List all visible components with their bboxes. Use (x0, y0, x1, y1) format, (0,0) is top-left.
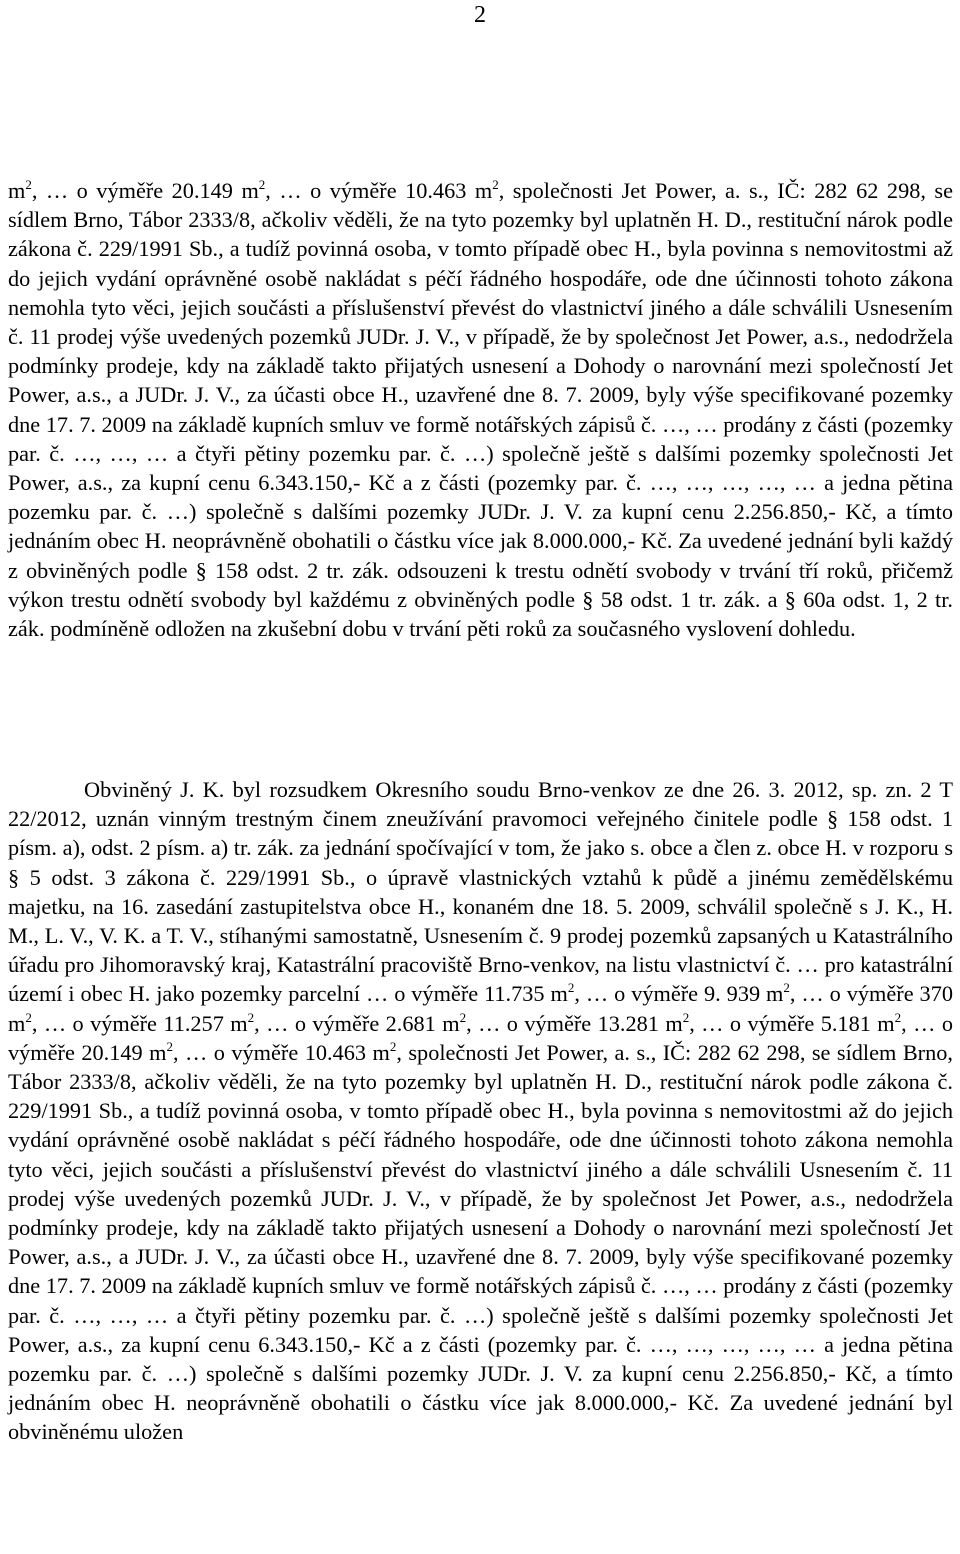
superscript-exponent: 2 (25, 177, 32, 192)
paragraph-text: , … o výměře 2.681 m (254, 1010, 460, 1036)
paragraph-1 (8, 176, 953, 643)
paragraph-text: , … o výměře 10.463 m (265, 178, 493, 203)
paragraph-text: , … o výměře 11.257 m (31, 1010, 248, 1036)
paragraph-text: Obviněný J. K. byl rozsudkem Okresního soudu Brno-venkov ze dne 26. 3. 2012, sp. zn. 2 T 22/2012, uznán vinným trestným činem zneužívání pravomoci veřejného činitele podle § 158 odst. 1 písm. a), odst. 2 písm. a) tr. zák. za jednání spočívající v tom, že jako s. obce a člen z. obce H. v rozporu s § 5 odst. 3 zákona č. 229/1991 Sb., o úpravě vlastnických vztahů k půdě a jinému zemědělskému majetku, na 16. zasedání zastupitelstva obce H., konaném dne 18. 5. 2009, schválil společně s J. K., H. M., L. V., V. K. a T. V., stíhanými samostatně, Usnesením č. 9 prodej pozemků zapsaných u Katastrálního úřadu pro Jihomoravský kraj, Katastrální pracoviště Brno-venkov, na listu vlastnictví č. … pro katastrální území i obec H. jako pozemky parcelní … o výměře 11.735 m (8, 777, 953, 1007)
superscript-exponent: 2 (247, 1009, 255, 1025)
paragraph-text: , … o výměře 13.281 m (466, 1010, 683, 1036)
paragraph-text: m (8, 178, 26, 203)
page-number: 2 (474, 2, 486, 28)
paragraph-text: , … o výměře 9. 939 m (574, 981, 784, 1007)
superscript-exponent: 2 (567, 980, 575, 996)
paragraph-text: , společnosti Jet Power, a. s., IČ: 282 62 298, se sídlem Brno, Tábor 2333/8, ačkoliv věděli, že na tyto pozemky byl uplatněn H. D., restituční nárok podle zákona č. 229/1991 Sb., a tudíž povinná osoba, v tomto případě obec H., byla povinna s nemovitostmi až do jejich vydání oprávněné osobě nakládat s péčí řádného hospodáře, ode dne účinnosti tohoto zákona nemohla tyto věci, jejich součásti a příslušenství převést do vlastnictví jiného a dále schválili Usnesením č. 11 prodej výše uvedených pozemků JUDr. J. V., v případě, že by společnost Jet Power, a.s., nedodržela podmínky prodeje, kdy na základě takto přijatých usnesení a Dohody o narovnání mezi společností Jet Power, a.s., a JUDr. J. V., za účasti obce H., uzavřené dne 8. 7. 2009, byly výše specifikované pozemky dne 17. 7. 2009 na základě kupních smluv ve formě notářských zápisů č. …, … prodány z části (pozemky par. č. …, …, … a čtyři pětiny pozemku par. č. …) společně ještě s dalšími pozemky společnosti Jet Power, a.s., za kupní cenu 6.343.150,- Kč a z části (pozemky par. č. …, …, …, …, … a jedna pětina pozemku par. č. …) společně s dalšími pozemky JUDr. J. V. za kupní cenu 2.256.850,- Kč, a tímto jednáním obec H. neoprávněně obohatili o částku více jak 8.000.000,- Kč. Za uvedené jednání byli každý z obviněných podle § 158 odst. 2 tr. zák. odsouzeni k trestu odnětí svobody v trvání tří roků, přičemž výkon trestu odnětí svobody byl každému z obviněných podle § 58 odst. 1 tr. zák. a § 60a odst. 1, 2 tr. zák. podmíněně odložen na zkušební dobu v trvání pěti roků za současného vyslovení dohledu. (8, 178, 953, 642)
paragraph-text: , … o výměře 20.149 m (31, 178, 259, 203)
superscript-exponent: 2 (894, 1009, 902, 1025)
paragraph-2 (8, 775, 953, 1447)
paragraph-text: , společnosti Jet Power, a. s., IČ: 282 62 298, se sídlem Brno, Tábor 2333/8, ačkoliv věděli, že na tyto pozemky byl uplatněn H. D., restituční nárok podle zákona č. 229/1991 Sb., a tudíž povinná osoba, v tomto případě obec H., byla povinna s nemovitostmi až do jejich vydání oprávněné osobě nakládat s péčí řádného hospodáře, ode dne účinnosti tohoto zákona nemohla tyto věci, jejich součásti a příslušenství převést do vlastnictví jiného a dále schválili Usnesením č. 11 prodej výše uvedených pozemků JUDr. J. V., v případě, že by společnost Jet Power, a.s., nedodržela podmínky prodeje, kdy na základě takto přijatých usnesení a Dohody o narovnání mezi společností Jet Power, a.s., a JUDr. J. V., za účasti obce H., uzavřené dne 8. 7. 2009, byly výše specifikované pozemky dne 17. 7. 2009 na základě kupních smluv ve formě notářských zápisů č. …, … prodány z části (pozemky par. č. …, …, … a čtyři pětiny pozemku par. č. …) společně ještě s dalšími pozemky společnosti Jet Power, a.s., za kupní cenu 6.343.150,- Kč a z části (pozemky par. č. …, …, …, …, … a jedna pětina pozemku par. č. …) společně s dalšími pozemky JUDr. J. V. za kupní cenu 2.256.850,- Kč, a tímto jednáním obec H. neoprávněně obohatili o částku více jak 8.000.000,- Kč. Za uvedené jednání byl obviněnému uložen (8, 1039, 953, 1445)
superscript-exponent: 2 (783, 980, 790, 996)
superscript-exponent: 2 (492, 177, 499, 192)
paragraph-text: , … o výměře 20.149 m (8, 1010, 953, 1065)
superscript-exponent: 2 (389, 1038, 397, 1054)
paragraph-text: , … o výměře 10.463 m (172, 1039, 390, 1065)
superscript-exponent: 2 (258, 177, 266, 192)
paragraph-text: , … o výměře 370 m (8, 981, 953, 1036)
superscript-exponent: 2 (25, 1009, 32, 1025)
superscript-exponent: 2 (682, 1009, 690, 1025)
superscript-exponent: 2 (166, 1038, 173, 1054)
paragraph-text: , … o výměře 5.181 m (689, 1010, 895, 1036)
superscript-exponent: 2 (459, 1009, 467, 1025)
